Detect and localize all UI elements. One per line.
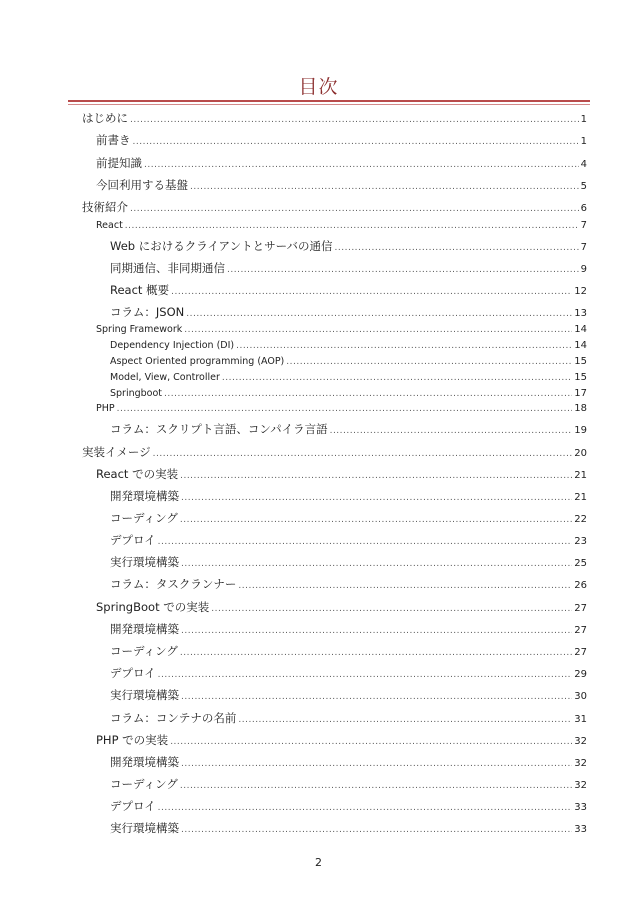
toc-entry-page: 21 (574, 470, 587, 481)
toc-entry[interactable] (110, 621, 587, 639)
toc-entry-title: PHP での実装 (96, 733, 169, 747)
toc-entry[interactable] (110, 776, 587, 794)
toc-leader-dots (144, 160, 579, 170)
toc-entry[interactable] (96, 155, 587, 173)
toc-entry[interactable] (82, 444, 587, 462)
toc-entry-page: 20 (574, 448, 587, 459)
toc-leader-dots (164, 389, 572, 399)
toc-entry-title: コーディング (110, 644, 178, 658)
toc-leader-dots (158, 803, 573, 813)
toc-entry[interactable] (110, 643, 587, 661)
toc-leader-dots (181, 559, 572, 569)
toc-entry-title: デプロイ (110, 666, 156, 680)
toc-entry-title: 開発環境構築 (110, 755, 179, 769)
toc-leader-dots (171, 287, 572, 297)
toc-entry[interactable] (110, 687, 587, 705)
page-title: 目次 (298, 76, 339, 98)
toc-entry-title: Springboot (110, 388, 163, 399)
toc-entry-title: コーディング (110, 777, 178, 791)
toc-leader-dots (158, 670, 573, 680)
page-number: 2 (315, 856, 322, 869)
toc-leader-dots (158, 537, 573, 547)
toc-entry[interactable] (110, 820, 587, 838)
toc-entry-page: 14 (574, 340, 587, 351)
toc-entry-title: コラム：JSON (110, 305, 185, 319)
toc-entry[interactable] (110, 282, 587, 300)
toc-entry[interactable] (96, 732, 587, 750)
toc-entry[interactable] (82, 110, 587, 128)
toc-entry-page: 1 (580, 136, 587, 147)
toc-entry-title: 開発環境構築 (110, 489, 179, 503)
toc-entry-title: コラム：コンテナの名前 (110, 711, 237, 725)
toc-entry-title: コラム：スクリプト言語、コンパイラ言語 (110, 422, 328, 436)
toc-leader-dots (211, 604, 572, 614)
toc-entry[interactable] (110, 798, 587, 816)
toc-entry[interactable] (96, 466, 587, 484)
toc-entry-page: 27 (574, 603, 587, 614)
toc-entry-page: 13 (574, 308, 587, 319)
toc-leader-dots (222, 373, 572, 383)
toc-entry-title: 同期通信、非同期通信 (110, 261, 225, 275)
toc-entry-page: 33 (574, 824, 587, 835)
toc-leader-dots (181, 759, 572, 769)
toc-entry[interactable] (82, 199, 587, 217)
toc-entry[interactable] (110, 532, 587, 550)
toc-leader-dots (181, 692, 572, 702)
toc-entry-page: 29 (574, 669, 587, 680)
toc-entry-page: 9 (580, 264, 587, 275)
toc-entry[interactable] (110, 488, 587, 506)
toc-entry[interactable] (110, 710, 587, 728)
toc-entry-page: 32 (574, 736, 587, 747)
toc-entry-page: 22 (574, 514, 587, 525)
toc-entry[interactable] (110, 238, 587, 256)
toc-entry-page: 15 (574, 372, 587, 383)
toc-leader-dots (181, 493, 572, 503)
toc-entry-title: PHP (96, 403, 115, 414)
toc-leader-dots (335, 243, 579, 253)
toc-leader-dots (330, 426, 573, 436)
toc-leader-dots (181, 626, 572, 636)
toc-leader-dots (227, 265, 579, 275)
toc-entry-title: 実行環境構築 (110, 688, 179, 702)
toc-leader-dots (180, 648, 572, 658)
toc-entry-title: 前書き (96, 133, 131, 147)
toc-entry-page: 31 (574, 714, 587, 725)
toc-entry-page: 32 (574, 758, 587, 769)
toc-entry-page: 6 (580, 203, 587, 214)
toc-entry[interactable] (96, 220, 587, 238)
toc-leader-dots (180, 515, 572, 525)
toc-entry-title: コーディング (110, 511, 178, 525)
toc-entry-page: 15 (574, 356, 587, 367)
toc-leader-dots (117, 404, 573, 414)
toc-entry-title: 技術紹介 (82, 200, 128, 214)
toc-entry-page: 18 (574, 403, 587, 414)
toc-entry-page: 1 (580, 114, 587, 125)
toc-entry[interactable] (110, 576, 587, 594)
toc-entry-title: Dependency Injection (DI) (110, 340, 235, 351)
toc-entry-title: 実行環境構築 (110, 555, 179, 569)
toc-entry[interactable] (110, 304, 587, 322)
toc-entry-title: 開発環境構築 (110, 622, 179, 636)
toc-entry-page: 14 (574, 324, 587, 335)
toc-entry[interactable] (96, 177, 587, 195)
toc-leader-dots (180, 781, 572, 791)
toc-entry[interactable] (96, 403, 587, 421)
toc-entry-title: 実装イメージ (82, 445, 151, 459)
toc-entry[interactable] (96, 132, 587, 150)
toc-entry-title: デプロイ (110, 533, 156, 547)
toc-entry-page: 19 (574, 425, 587, 436)
toc-entry-page: 32 (574, 780, 587, 791)
toc-entry-title: SpringBoot での実装 (96, 600, 210, 614)
toc-entry-page: 33 (574, 802, 587, 813)
toc-entry-title: React 概要 (110, 283, 170, 297)
toc-entry-page: 30 (574, 691, 587, 702)
toc-entry[interactable] (110, 260, 587, 278)
toc-entry-title: デプロイ (110, 799, 156, 813)
toc-leader-dots (190, 182, 579, 192)
toc-leader-dots (286, 357, 572, 367)
toc-leader-dots (181, 825, 572, 835)
toc-entry-title: はじめに (82, 111, 128, 125)
toc-entry-title: Web におけるクライアントとサーバの通信 (110, 239, 333, 253)
toc-leader-dots (170, 737, 572, 747)
toc-entry-page: 27 (574, 647, 587, 658)
toc-entry[interactable] (96, 599, 587, 617)
toc-entry-title: 実行環境構築 (110, 821, 179, 835)
toc-entry-page: 5 (580, 181, 587, 192)
toc-leader-dots (184, 325, 572, 335)
toc-entry-title: Model, View, Controller (110, 372, 220, 383)
toc-entry-title: 今回利用する基盤 (96, 178, 188, 192)
toc-leader-dots (133, 137, 579, 147)
toc-entry-page: 26 (574, 580, 587, 591)
toc-entry[interactable] (110, 421, 587, 439)
toc-entry-page: 7 (580, 220, 587, 231)
toc-leader-dots (125, 221, 579, 231)
toc-entry-title: Spring Framework (96, 324, 183, 335)
toc-leader-dots (186, 309, 572, 319)
toc-leader-dots (130, 204, 579, 214)
toc-entry-page: 7 (580, 242, 587, 253)
toc-entry[interactable] (110, 554, 587, 572)
toc-leader-dots (238, 715, 572, 725)
toc-entry-title: コラム：タスクランナー (110, 577, 237, 591)
toc-entry-page: 23 (574, 536, 587, 547)
toc-entry-page: 27 (574, 625, 587, 636)
toc-entry-page: 4 (580, 159, 587, 170)
toc-entry[interactable] (110, 665, 587, 683)
toc-leader-dots (238, 581, 572, 591)
toc-entry-page: 25 (574, 558, 587, 569)
toc-leader-dots (180, 471, 572, 481)
toc-entry-page: 21 (574, 492, 587, 503)
toc-entry-title: React での実装 (96, 467, 179, 481)
toc-entry[interactable] (110, 510, 587, 528)
toc-entry-title: React (96, 220, 123, 231)
toc-leader-dots (130, 115, 579, 125)
toc-leader-dots (236, 341, 572, 351)
toc-entry-page: 12 (574, 286, 587, 297)
toc-entry-title: Aspect Oriented programming (AOP) (110, 356, 285, 367)
toc-entry-page: 17 (574, 388, 587, 399)
toc-entry-title: 前提知識 (96, 156, 142, 170)
toc-entry[interactable] (110, 754, 587, 772)
toc-leader-dots (153, 449, 573, 459)
